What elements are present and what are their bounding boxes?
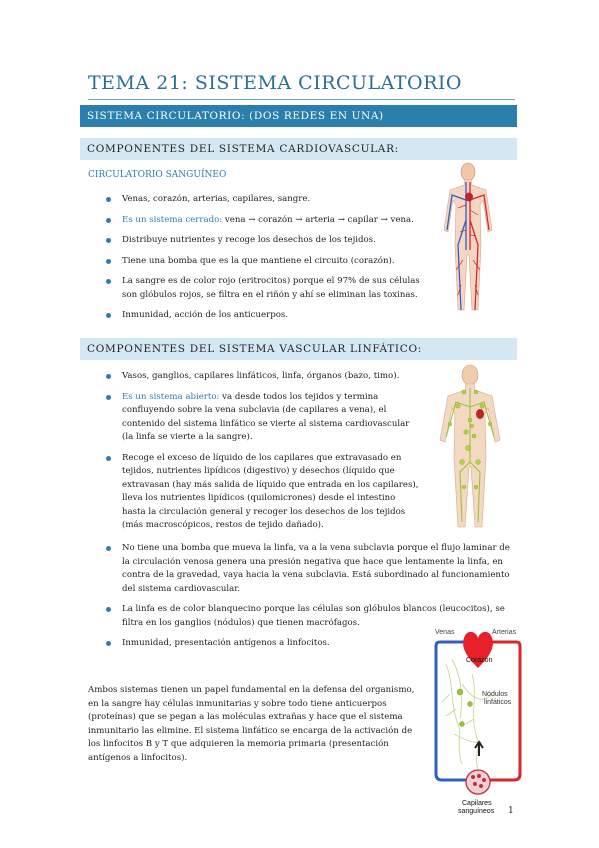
bullet-icon xyxy=(106,546,111,551)
page-number: 1 xyxy=(508,806,514,816)
list-item: Distribuye nutrientes y recoge los desechos de los tejidos. xyxy=(122,234,422,248)
list-item: Venas, corazón, arterias, capilares, sangre. xyxy=(122,193,422,207)
label-linfaticos: linfáticos xyxy=(484,699,512,706)
list-item: Vasos, ganglios, capilares linfáticos, linfa, órganos (bazo, timo). xyxy=(122,370,420,384)
lymph-list-top xyxy=(122,370,420,533)
circulation-diagram xyxy=(432,624,524,820)
list-item: No tiene una bomba que mueva la linfa, va a la vena subclavia porque el flujo laminar de la circulación venosa genera una presión negativa que hace que lentamente la linfa, en contra de la gravedad, vaya hacia la vena subclavia. Está subordinado al funcionamiento del sistema cardiovascular. xyxy=(122,542,514,596)
lymphatic-system-figure xyxy=(420,362,520,532)
label-nodulos: Nódulos xyxy=(482,691,508,698)
list-item: La linfa es de color blanquecino porque las células son glóbulos blancos (leucocitos), se filtra en los ganglios (nódulos) que tienen macrófagos. xyxy=(122,603,514,630)
label-arterias: Arterias xyxy=(492,629,517,636)
bullet-icon xyxy=(106,259,111,264)
bullet-icon xyxy=(106,279,111,284)
closing-paragraph: Ambos sistemas tienen un papel fundamental en la defensa del organismo, en la sangre hay células inmunitarias y sobre todo tiene anticuerpos (proteínas) que se pegan a las moléculas extrañas y hace que el sistema inmunitario las elimine. El sistema linfático se encarga de la activación de los linfocitos B y T que adquieren la memoria primaria (presentación antígenos a linfocitos). xyxy=(88,685,415,763)
section-bar: SISTEMA CIRCULATORIO: (DOS REDES EN UNA) xyxy=(80,105,517,127)
circulatory-system-figure xyxy=(428,160,508,320)
page-title: TEMA 21: SISTEMA CIRCULATORIO xyxy=(88,72,463,94)
cardio-list xyxy=(122,193,422,323)
bullet-icon xyxy=(106,607,111,612)
list-item: Recoge el exceso de líquido de los capilares que extravasado en tejidos, nutrientes lipídicos (digestivo) y desechos (líquido que extravasan (hay más salida de líquido que entrada en los capilares), lleva los nutrientes lipídicos (quilomicrones) desde el intestino hasta la circulación general y recoger los desechos de los tejidos (más macroscópicos, restos de tejido dañado). xyxy=(122,452,420,533)
title-divider xyxy=(88,99,515,100)
bullet-icon xyxy=(106,238,111,243)
list-item: Es un sistema cerrado: vena → corazón → arteria → capilar → vena. xyxy=(122,214,422,228)
label-sanguineos: sanguíneos xyxy=(458,808,495,815)
label-corazon: Corazón xyxy=(466,657,493,664)
list-item: La sangre es de color rojo (eritrocitos) porque el 97% de sus células son glóbulos rojos, se filtra en el riñón y ahí se eliminan las toxinas. xyxy=(122,275,422,302)
list-item: Inmunidad, presentación antígenos a linfocitos. xyxy=(122,637,514,651)
bullet-icon xyxy=(106,313,111,318)
lymph-heading: COMPONENTES DEL SISTEMA VASCULAR LINFÁTICO: xyxy=(80,338,517,360)
bullet-icon xyxy=(106,374,111,379)
bullet-icon xyxy=(106,456,111,461)
bullet-icon xyxy=(106,197,111,202)
bullet-icon xyxy=(106,395,111,400)
cardio-subheading: CIRCULATORIO SANGUÍNEO xyxy=(88,170,227,180)
label-venas: Venas xyxy=(435,629,455,636)
label-capilares: Capilares xyxy=(462,800,492,807)
list-item: Inmunidad, acción de los anticuerpos. xyxy=(122,309,422,323)
bullet-icon xyxy=(106,218,111,223)
list-item: Tiene una bomba que es la que mantiene el circuito (corazón). xyxy=(122,255,422,269)
bullet-icon xyxy=(106,641,111,646)
list-item: Es un sistema abierto: va desde todos los tejidos y termina confluyendo sobre la vena subclavia (de capilares a vena), el contenido del sistema linfático se vierte al sistema cardiovascular (la linfa se vierte a la sangre). xyxy=(122,391,420,445)
cardio-heading: COMPONENTES DEL SISTEMA CARDIOVASCULAR: xyxy=(80,138,517,160)
